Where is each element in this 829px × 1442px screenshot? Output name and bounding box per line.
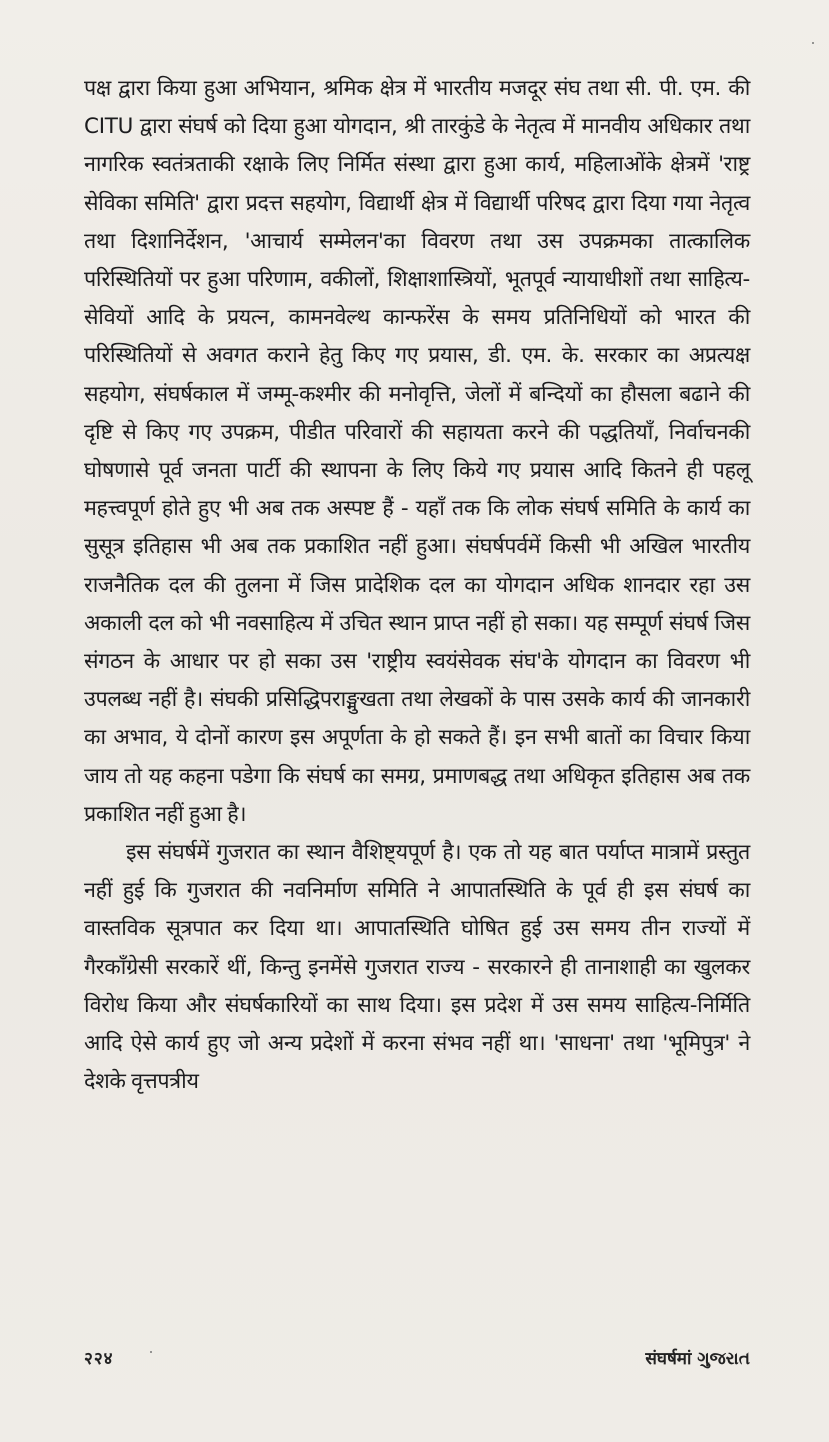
paper-speck	[812, 42, 814, 44]
paragraph-2: इस संघर्षमें गुजरात का स्थान वैशिष्ट्यपूर्ण है। एक तो यह बात पर्याप्त मात्रामें प्रस्तुत नहीं हुई कि गुजरात की नवनिर्माण समिति ने आपातस्थिति के पूर्व ही इस संघर्ष का वास्तविक सूत्रपात कर दिया था। आपातस्थिति घोषित हुई उस समय तीन राज्यों में गैरकाँग्रेसी सरकारें थीं, किन्तु इनमेंसे गुजरात राज्य - सरकारने ही तानाशाही का खुलकर विरोध किया और संघर्षकारियों का साथ दिया। इस प्रदेश में उस समय साहित्य-निर्मिति आदि ऐसे कार्य हुए जो अन्य प्रदेशों में करना संभव नहीं था। 'साधना' तथा 'भूमिपुत्र' ने देशके वृत्तपत्रीय	[84, 840, 750, 1095]
page-footer	[84, 1346, 750, 1376]
paragraph-1: पक्ष द्वारा किया हुआ अभियान, श्रमिक क्षेत्र में भारतीय मजदूर संघ तथा सी. पी. एम. की CITU द्वारा संघर्ष को दिया हुआ योगदान, श्री तारकुंडे के नेतृत्व में मानवीय अधिकार तथा नागरिक स्वतंत्रताकी रक्षाके लिए निर्मित संस्था द्वारा हुआ कार्य, महिलाओंके क्षेत्रमें 'राष्ट्र सेविका समिति' द्वारा प्रदत्त सहयोग, विद्यार्थी क्षेत्र में विद्यार्थी परिषद द्वारा दिया गया नेतृत्व तथा दिशानिर्देशन, 'आचार्य सम्मेलन'का विवरण तथा उस उपक्रमका तात्कालिक परिस्थितियों पर हुआ परिणाम, वकीलों, शिक्षाशास्त्रियों, भूतपूर्व न्यायाधीशों तथा साहित्य-सेवियों आदि के प्रयत्न, कामनवेल्थ कान्फरेंस के समय प्रतिनिधियों को भारत की परिस्थितियों से अवगत कराने हेतु किए गए प्रयास, डी. एम. के. सरकार का अप्रत्यक्ष सहयोग, संघर्षकाल में जम्मू-कश्मीर की मनोवृत्ति, जेलों में बन्दियों का हौसला बढाने की दृष्टि से किए गए उपक्रम, पीडीत परिवारों की सहायता करने की पद्धतियाँ, निर्वाचनकी घोषणासे पूर्व जनता पार्टी की स्थापना के लिए किये गए प्रयास आदि कितने ही पहलू महत्त्वपूर्ण होते हुए भी अब तक अस्पष्ट हैं - यहाँ तक कि लोक संघर्ष समिति के कार्य का सुसूत्र इतिहास भी अब तक प्रकाशित नहीं हुआ। संघर्षपर्वमें किसी भी अखिल भारतीय राजनैतिक दल की तुलना में जिस प्रादेशिक दल का योगदान अधिक शानदार रहा उस अकाली दल को भी नवसाहित्य में उचित स्थान प्राप्त नहीं हो सका। यह सम्पूर्ण संघर्ष जिस संगठन के आधार पर हो सका उस 'राष्ट्रीय स्वयंसेवक संघ'के योगदान का विवरण भी उपलब्ध नहीं है। संघकी प्रसिद्धिपराङ्मुखता तथा लेखकों के पास उसके कार्य की जानकारी का अभाव, ये दोनों कारण इस अपूर्णता के हो सकते हैं। इन सभी बातों का विचार किया जाय तो यह कहना पडेगा कि संघर्ष का समग्र, प्रमाणबद्ध तथा अधिकृत इतिहास अब तक प्रकाशित नहीं हुआ है।	[84, 76, 750, 827]
running-title: संघर्षमां ગુજરાત	[645, 1349, 750, 1369]
page-number: २२४	[84, 1349, 114, 1369]
body-text	[84, 70, 750, 1101]
